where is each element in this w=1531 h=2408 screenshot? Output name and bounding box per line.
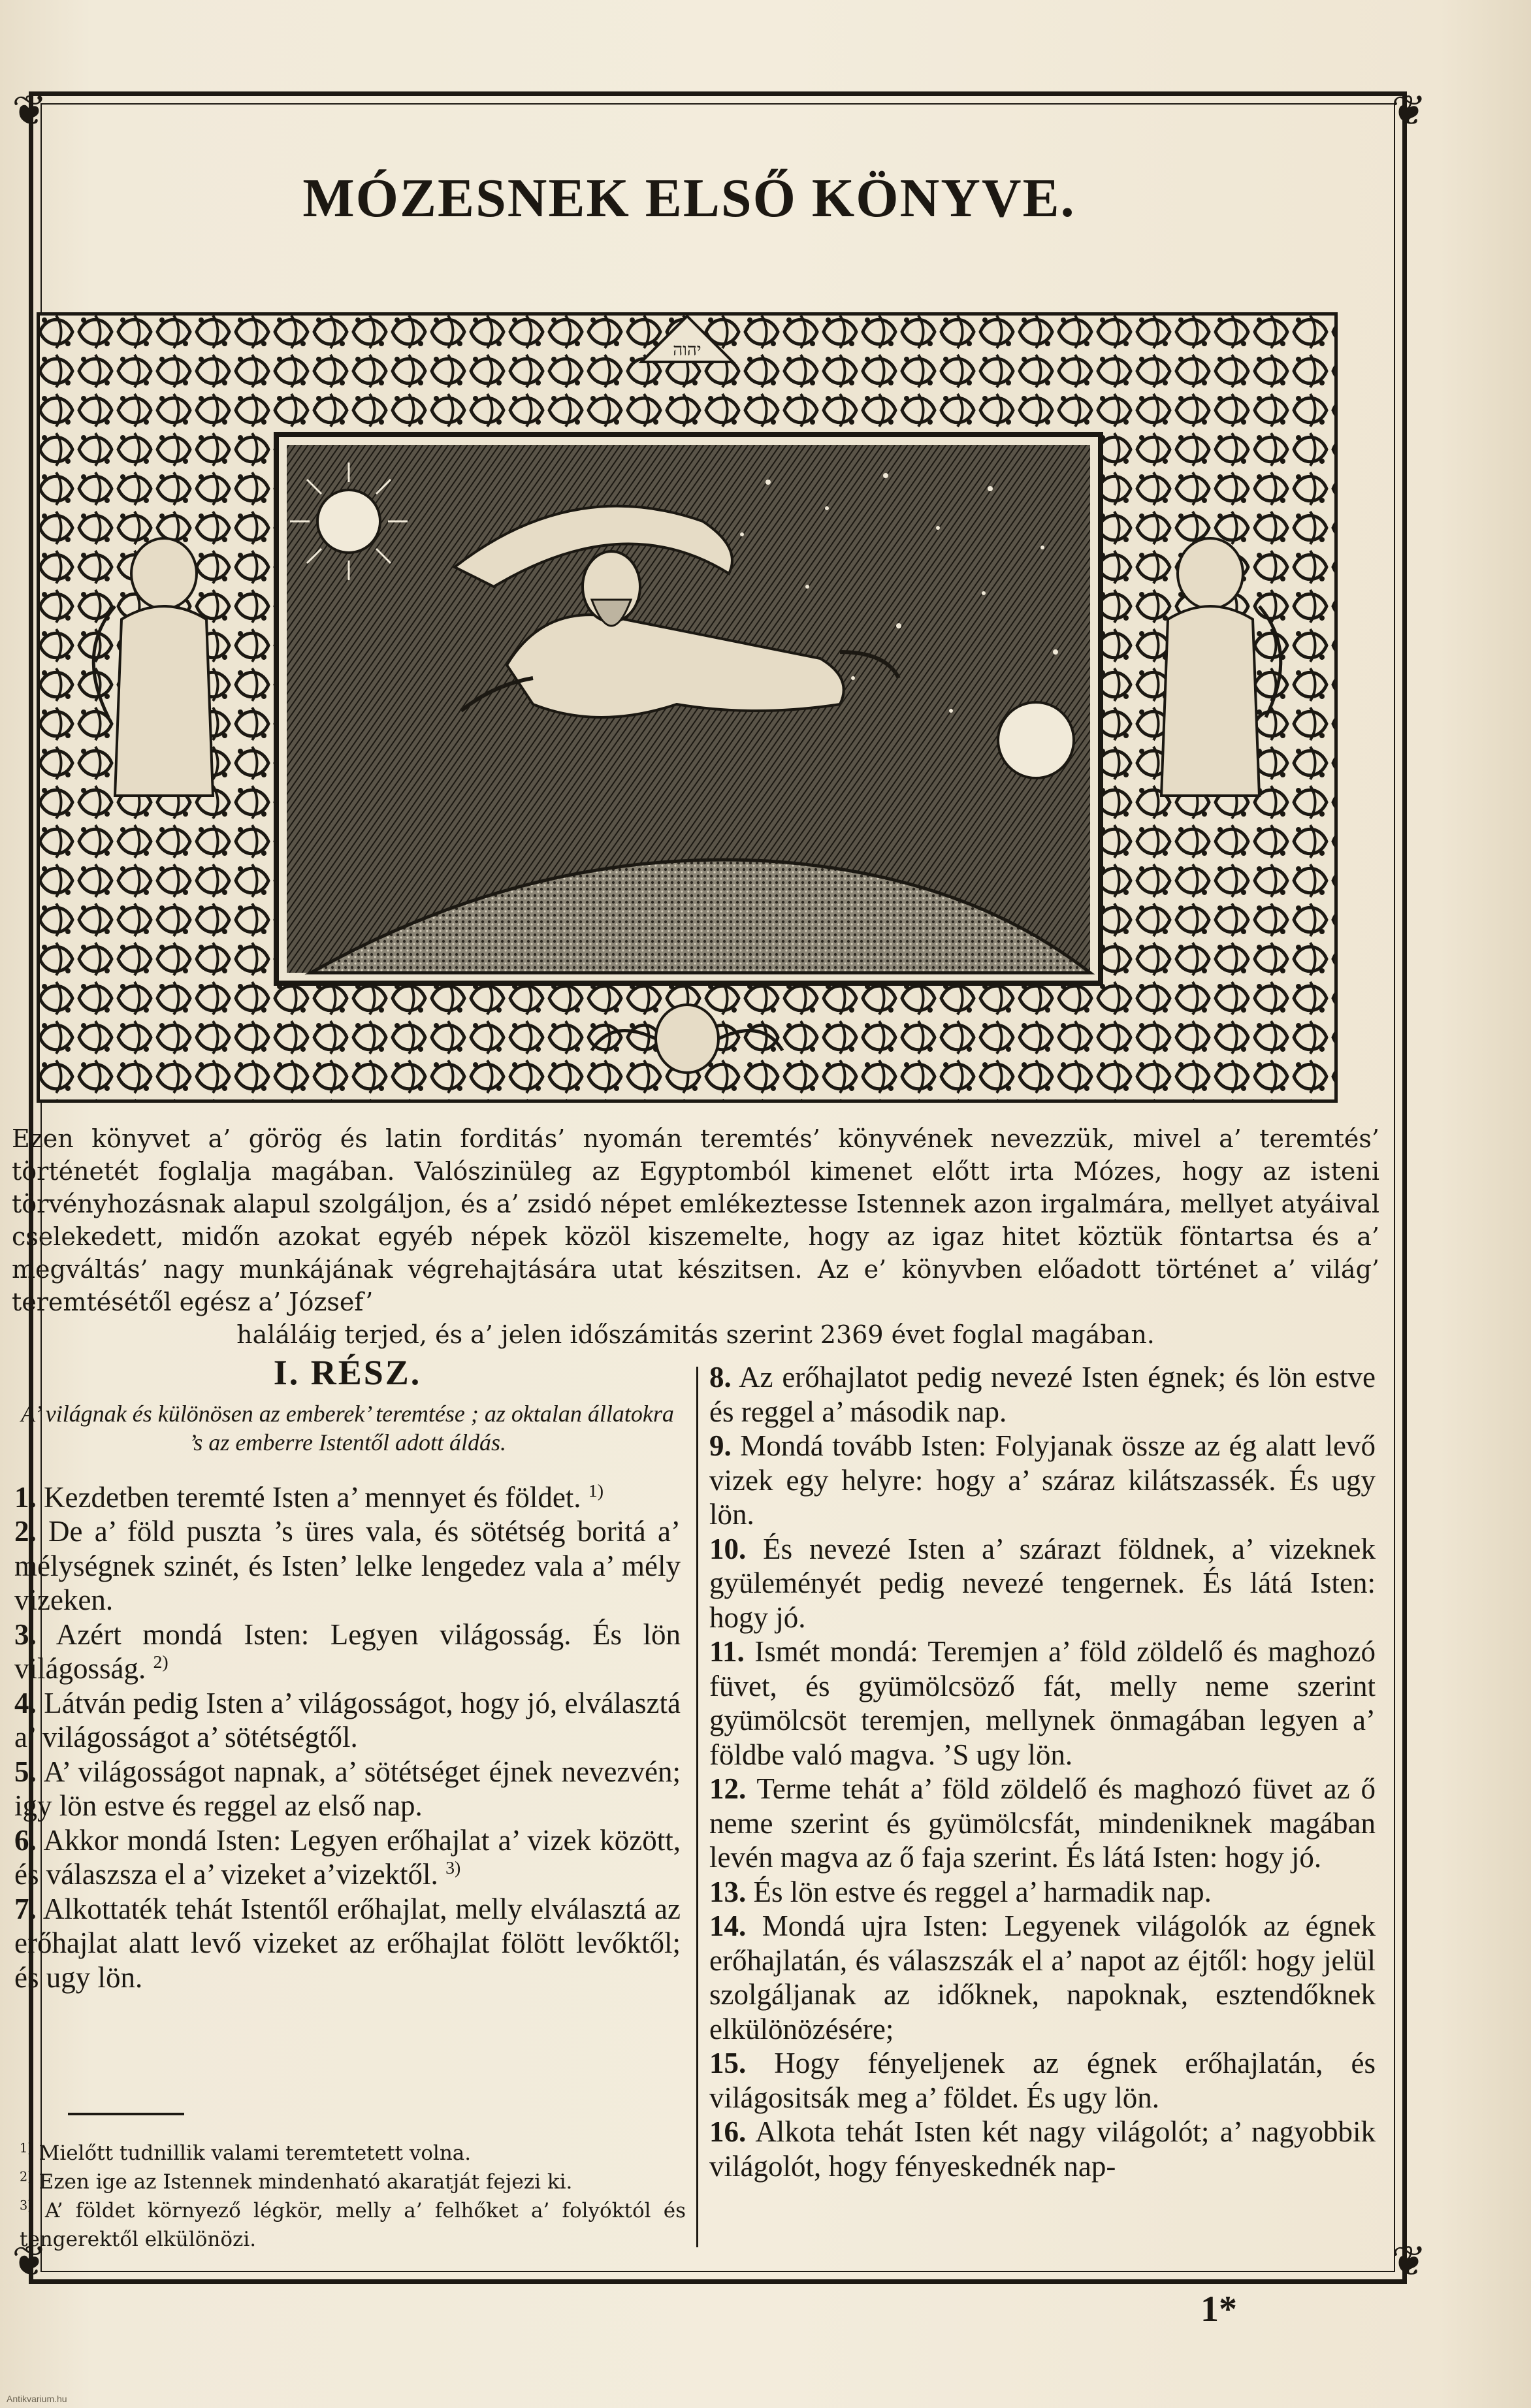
verse-text: Látván pedig Isten a’ világosságot, hogy jó, elválasztá a’ világosságot a’ sötétségtől.	[14, 1686, 681, 1753]
verse-text: De a’ föld puszta ’s üres vala, és sötétség boritá a’ mélységnek szinét, és Isten’ lelke lengedez vala a’ mély vizeken.	[14, 1515, 681, 1616]
verse	[14, 1480, 681, 1515]
footnote-mark: 3)	[20, 2198, 33, 2213]
footnote-rule	[68, 2113, 184, 2115]
verse-number: 1.	[14, 1480, 37, 1514]
tetragrammaton-text: יהוה	[673, 340, 701, 360]
verse-number: 9.	[709, 1429, 732, 1462]
page-title: MÓZESNEK ELSŐ KÖNYVE.	[302, 168, 1076, 229]
introduction	[12, 1122, 1379, 1351]
verse-number: 13.	[709, 1875, 747, 1908]
moon-icon	[998, 702, 1074, 778]
verse-number: 11.	[709, 1635, 745, 1668]
column-divider	[696, 1367, 698, 2247]
verse-list-right	[709, 1360, 1376, 2183]
chapter-summary: A’ világnak és különösen az emberek’ teremtése ; az oktalan állatokra ’s az emberre Istentől adott áldás.	[21, 1400, 674, 1456]
verse-number: 8.	[709, 1361, 732, 1393]
verse-text: Ismét mondá: Teremjen a’ föld zöldelő és maghozó füvet, és gyümölcsöző fát, melly neme szerint gyümölcsöt teremjen, mellynek önmagában legyen a’ földbe való magva. ’S ugy lön.	[709, 1635, 1376, 1771]
verse-text: És nevezé Isten a’ szárazt földnek, a’ vizeknek gyüleményét pedig nevezé tengernek. És látá Isten: hogy jó.	[709, 1532, 1376, 1634]
corner-scroll-top-right: ❦	[1391, 87, 1426, 135]
verse-number: 14.	[709, 1910, 747, 1942]
verse-number: 5.	[14, 1755, 37, 1788]
verse	[709, 1532, 1376, 1635]
introduction-text-last-line: haláláig terjed, és a’ jelen időszámitás szerint 2369 évet foglal magában.	[236, 1320, 1155, 1349]
verse	[709, 2046, 1376, 2115]
right-column	[709, 1360, 1376, 2183]
page-number: 1*	[1201, 2289, 1237, 2330]
verse-text: Az erőhajlatot pedig nevezé Isten égnek; és lön estve és reggel a’ második nap.	[709, 1361, 1376, 1428]
watermark: Antikvarium.hu	[7, 2394, 67, 2404]
verse	[14, 1618, 681, 1686]
footnote-marker: 1)	[588, 1480, 604, 1501]
footnote	[20, 2196, 686, 2254]
verse-text: Terme tehát a’ föld zöldelő és maghozó füvet az ő neme szerint és gyümölcsfát, mindeniknek magában levén magva az ő faja szerint. És látá Isten: hogy jó.	[709, 1772, 1376, 1874]
introduction-text: Ezen könyvet a’ görög és latin forditás’ nyomán teremtés’ könyvének nevezzük, mivel a’ teremtés’ történetét foglalja magában. Valószinüleg az Egyptomból kimenet előtt irta Mózes, hogy az isteni törvényhozásnak alapul szolgáljon, és a’ zsidó népet emlékeztesse Istennek azon irgalmára, mellyet atyáival cselekedett, midőn azokat egyéb népek közöl kiszemelte, hogy az igaz hitet köztük föntartsa és a’ megváltás’ nagy munkájának végrehajtására utat készitsen. Az e’ könyvben előadott történet a’ világ’ teremtésétől egész a’ József’	[12, 1124, 1379, 1316]
verse-number: 6.	[14, 1823, 37, 1857]
corner-scroll-bottom-left: ❦	[12, 2237, 47, 2286]
verse-number: 2.	[14, 1515, 37, 1548]
verse	[14, 1755, 681, 1823]
footnote-text: Ezen ige az Istennek mindenható akaratját fejezi ki.	[39, 2170, 573, 2194]
verse	[14, 1514, 681, 1618]
verse-text: Mondá ujra Isten: Legyenek világolók az égnek erőhajlatán, és válaszszák el a’ napot az éjtől: hogy jelül szolgáljanak az időknek, napoknak, esztendőknek elkülönözésére;	[709, 1910, 1376, 2045]
verse	[709, 1875, 1376, 1910]
verse-text: Mondá tovább Isten: Folyjanak össze az ég alatt levő vizek egy helyre: hogy a’ száraz kilátszassék. És ugy lön.	[709, 1429, 1376, 1531]
verse-number: 12.	[709, 1772, 747, 1805]
verse	[709, 1909, 1376, 2046]
verse-list-left	[14, 1480, 681, 1995]
footnotes	[20, 2139, 686, 2254]
footnote-text: Mielőtt tudnillik valami teremtetett volna.	[39, 2141, 472, 2165]
verse-number: 15.	[709, 2047, 747, 2079]
verse-number: 3.	[14, 1618, 37, 1651]
verse-number: 16.	[709, 2115, 747, 2148]
verse-number: 4.	[14, 1686, 37, 1719]
corner-scroll-top-left: ❦	[12, 87, 47, 135]
footnote	[20, 2139, 686, 2168]
verse-text: És lön estve és reggel a’ harmadik nap.	[753, 1875, 1212, 1908]
creation-engraving	[37, 312, 1338, 1103]
verse-number: 10.	[709, 1532, 747, 1565]
verse	[14, 1686, 681, 1755]
verse-text: Alkottaték tehát Istentől erőhajlat, melly elválasztá az erőhajlat alatt levő vizeket az erőhajlat fölött levőktől; és ugy lön.	[14, 1892, 681, 1994]
verse	[14, 1892, 681, 1995]
verse-text: Alkota tehát Isten két nagy világolót; a’ nagyobbik világolót, hogy fényeskednék nap-	[709, 2115, 1376, 2183]
verse	[14, 1823, 681, 1892]
verse-text: Kezdetben teremté Isten a’ mennyet és földet.	[44, 1480, 581, 1514]
verse	[709, 1429, 1376, 1532]
verse	[709, 1635, 1376, 1772]
footnote-marker: 3)	[445, 1858, 461, 1878]
verse-text: Hogy fényeljenek az égnek erőhajlatán, és világositsák meg a’ földet. És ugy lön.	[709, 2047, 1376, 2114]
footnote	[20, 2168, 686, 2196]
chapter-heading: I. RÉSZ.	[273, 1353, 422, 1392]
verse	[709, 2115, 1376, 2183]
verse	[709, 1772, 1376, 1875]
footnote-text: A’ földet környező légkör, melly a’ felhőket a’ folyóktól és tengerektől elkülönözi.	[20, 2199, 686, 2251]
footnote-mark: 2)	[20, 2169, 33, 2185]
corner-scroll-bottom-right: ❦	[1391, 2237, 1426, 2286]
left-column	[14, 1353, 681, 1994]
verse-number: 7.	[14, 1892, 37, 1925]
footnote-mark: 1)	[20, 2140, 33, 2156]
verse-text: A’ világosságot napnak, a’ sötétséget éjnek nevezvén; igy lön estve és reggel az első nap.	[14, 1755, 681, 1822]
verse-text: Azért mondá Isten: Legyen világosság. És lön világosság.	[14, 1618, 681, 1685]
verse	[709, 1360, 1376, 1429]
footnote-marker: 2)	[153, 1652, 169, 1672]
verse-text: Akkor mondá Isten: Legyen erőhajlat a’ vizek között, és válaszsza el a’ vizeket a’vizektől.	[14, 1823, 681, 1891]
sun-icon	[290, 463, 408, 580]
